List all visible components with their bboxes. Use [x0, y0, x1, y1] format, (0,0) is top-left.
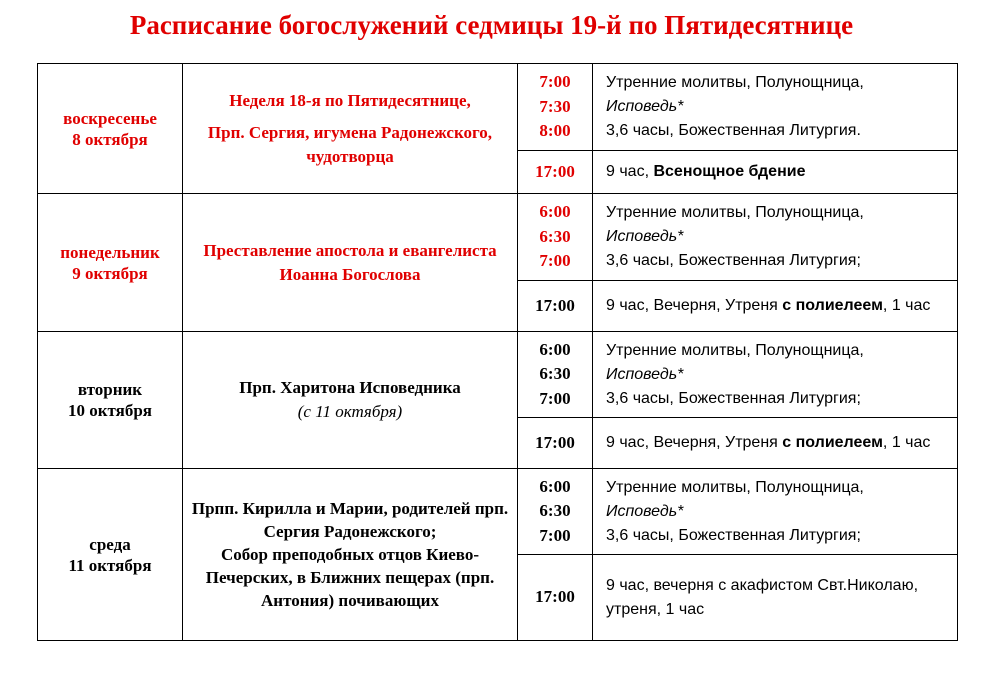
- evening-time: 17:00: [518, 151, 593, 194]
- service-line: Утренние молитвы, Полунощница,: [606, 74, 864, 91]
- morning-times: [518, 332, 593, 418]
- morning-times: [518, 194, 593, 281]
- evening-time: 17:00: [518, 281, 593, 332]
- time: 6:00: [539, 339, 571, 359]
- evening-service: [593, 151, 958, 194]
- day-row-wednesday: [38, 469, 958, 555]
- time: 7:00: [539, 72, 571, 92]
- time: 7:30: [539, 96, 571, 116]
- schedule-table: [37, 63, 958, 641]
- weekday: понедельник: [60, 242, 160, 262]
- day-row-sunday: [38, 64, 958, 151]
- confession-note: Исповедь*: [606, 365, 684, 383]
- evening-time: 17:00: [518, 418, 593, 469]
- day-row-monday: [38, 194, 958, 281]
- weekday: среда: [89, 534, 131, 554]
- evening-time: 17:00: [518, 555, 593, 641]
- date: 11 октября: [68, 555, 152, 575]
- service-line: Утренние молитвы, Полунощница,: [606, 478, 864, 496]
- day-cell: [38, 469, 183, 641]
- time: 7:00: [539, 525, 571, 545]
- time: 6:00: [539, 476, 571, 496]
- day-cell: [38, 64, 183, 194]
- service-text: 9 час, вечерня с акафистом Свт.Николаю, утреня, 1 час: [606, 576, 919, 618]
- feast-cell: [183, 64, 518, 194]
- time: 6:30: [539, 364, 571, 384]
- weekday: вторник: [77, 380, 143, 399]
- service-emphasis: с полиелеем: [782, 297, 883, 314]
- weekday: воскресенье: [63, 108, 157, 128]
- evening-service: [593, 418, 958, 469]
- time: 7:00: [539, 251, 571, 271]
- evening-service: [593, 555, 958, 641]
- feast-line: Прп. Харитона Исповедника: [239, 378, 461, 397]
- time: 6:30: [539, 226, 571, 246]
- service-text: 9 час, Вечерня, Утреня: [606, 297, 783, 314]
- confession-note: Исповедь*: [606, 502, 684, 520]
- feast-line: Неделя 18-я по Пятидесятнице,: [229, 90, 471, 110]
- service-line: Утренние молитвы, Полунощница,: [606, 204, 864, 221]
- service-line: Утренние молитвы, Полунощница,: [606, 341, 864, 359]
- feast-line: Собор преподобных отцов Киево-Печерских, в Ближних пещерах (прп. Антония) почивающих: [205, 545, 495, 610]
- feast-line: Прпп. Кирилла и Марии, родителей прп. Сергия Радонежского;: [191, 499, 509, 541]
- date: 9 октября: [72, 263, 148, 283]
- feast-cell: [183, 194, 518, 332]
- time: 6:30: [539, 501, 571, 521]
- service-line: 3,6 часы, Божественная Литургия;: [606, 526, 861, 544]
- feast-line: Преставление апостола и евангелиста Иоанна Богослова: [203, 240, 497, 284]
- service-text: 9 час, Вечерня, Утреня: [606, 434, 783, 451]
- service-line: 3,6 часы, Божественная Литургия.: [606, 122, 861, 139]
- time: 8:00: [539, 121, 571, 141]
- morning-times: [518, 469, 593, 555]
- day-row-tuesday: [38, 332, 958, 418]
- confession-note: Исповедь*: [606, 98, 684, 115]
- page-title: Расписание богослужений седмицы 19-й по Пятидесятнице: [129, 10, 854, 40]
- date: 10 октября: [67, 401, 153, 420]
- service-emphasis: с полиелеем: [782, 434, 883, 451]
- time: 7:00: [539, 388, 571, 408]
- morning-times: [518, 64, 593, 151]
- date: 8 октября: [72, 129, 148, 149]
- day-cell: [38, 194, 183, 332]
- service-text: , 1 час: [882, 434, 931, 451]
- feast-line: Прп. Сергия, игумена Радонежского, чудотворца: [207, 122, 493, 166]
- service-line: 3,6 часы, Божественная Литургия;: [606, 389, 861, 407]
- morning-services: [593, 332, 958, 418]
- morning-services: [593, 469, 958, 555]
- time: 6:00: [539, 202, 571, 222]
- morning-services: [593, 194, 958, 281]
- feast-note: (с 11 октября): [297, 402, 403, 421]
- feast-cell: [183, 332, 518, 469]
- service-text: , 1 час: [882, 297, 931, 314]
- service-text: 9 час,: [606, 163, 654, 180]
- day-cell: [38, 332, 183, 469]
- feast-cell: [183, 469, 518, 641]
- service-emphasis: Всенощное бдение: [653, 163, 806, 180]
- service-line: 3,6 часы, Божественная Литургия;: [606, 252, 861, 269]
- morning-services: [593, 64, 958, 151]
- confession-note: Исповедь*: [606, 228, 684, 245]
- evening-service: [593, 281, 958, 332]
